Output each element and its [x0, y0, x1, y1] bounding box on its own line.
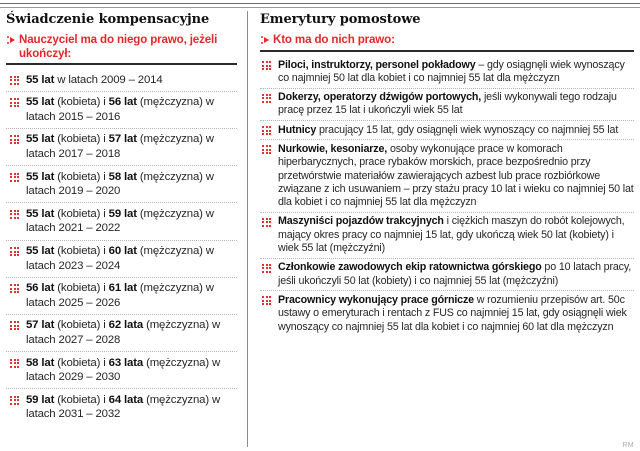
right-subheading	[260, 33, 634, 47]
red-dot-grid-bullet-icon	[262, 61, 271, 70]
list-item-lead: Pracownicy wykonujący prace górnicze	[278, 293, 474, 306]
list-item-lead: 55 lat	[26, 207, 55, 220]
list-item-text: Hutnicy pracujący 15 lat, gdy osiągnęli wiek wynoszący co najmniej 55 lat	[278, 123, 619, 136]
list-item	[260, 56, 634, 89]
list-item	[260, 291, 634, 336]
red-dot-grid-bullet-icon	[10, 321, 19, 330]
list-item-text: 55 lat w latach 2009 – 2014	[26, 73, 163, 86]
right-heading-rule	[260, 50, 634, 52]
red-dot-grid-bullet-icon	[262, 296, 271, 305]
red-dot-grid-bullet-icon	[10, 247, 19, 256]
list-item-lead-secondary: 64 lata	[108, 393, 144, 406]
list-item	[6, 315, 237, 352]
list-item-text: Nurkowie, kesoniarze, osoby wykonujące prace w komorach hiperbarycznych, prace rybaków morskich, prace bezpośrednio przy przetwórstwie materiałów zawierających azbest lub prace rozbiórkowe związane z ich usuwaniem – przy stażu pracy 10 lat i wieku co najmniej 50 lat dla kobiet i co najmniej 55 lat dla mężczyzn	[278, 142, 634, 209]
list-item	[6, 352, 237, 389]
list-item	[6, 69, 237, 92]
red-dot-grid-bullet-icon	[10, 98, 19, 107]
list-item	[260, 140, 634, 212]
left-subheading	[6, 33, 237, 60]
list-item	[6, 166, 237, 203]
red-dot-grid-bullet-icon	[262, 126, 271, 135]
list-item-lead: Hutnicy	[278, 123, 317, 136]
list-item-text: 59 lat (kobieta) i 64 lata (mężczyzna) w latach 2031 – 2032	[26, 393, 221, 421]
two-column-layout	[0, 9, 640, 451]
list-item-lead: Członkowie zawodowych ekip ratownictwa górskiego	[278, 261, 542, 274]
list-item-text: Pracownicy wykonujący prace górnicze w rozumieniu przepisów art. 50c ustawy o emeryturach i rentach z FUS co najmniej 15 lat, gdy osiągnęli wiek wynoszący co najmniej 55 lat dla kobiet i co najmniej 60 lat dla mężczyzn	[278, 293, 627, 333]
list-item-text: Dokerzy, operatorzy dźwigów portowych, jeśli wykonywali tego rodzaju pracę przez 15 lat i ukończyli wiek 55 lat	[278, 91, 617, 117]
top-double-rule	[0, 3, 640, 8]
list-item-lead-secondary: 57 lat	[108, 133, 137, 146]
list-item-lead: 58 lat	[26, 356, 55, 369]
list-item	[260, 89, 634, 122]
list-item-lead: 55 lat	[26, 96, 55, 109]
left-subheading-text: Nauczyciel ma do niego prawo, jeżeli ukończył:	[19, 33, 218, 60]
list-item-lead: Nurkowie, kesoniarze,	[278, 142, 388, 155]
left-heading-rule	[6, 63, 237, 65]
list-item-text: 58 lat (kobieta) i 63 lata (mężczyzna) w latach 2029 – 2030	[26, 356, 221, 384]
left-eligibility-list	[6, 69, 237, 425]
list-item	[6, 203, 237, 240]
list-item-lead: Maszyniści pojazdów trakcyjnych	[278, 215, 444, 228]
list-item-text: Maszyniści pojazdów trakcyjnych i ciężkich maszyn do robót kolejowych, mający okres pracy co najmniej 15 lat, gdy ukończą wiek 50 lat (kobiety) i wiek 55 lat (mężczyźni)	[278, 215, 625, 255]
list-item	[6, 278, 237, 315]
list-item-lead-secondary: 58 lat	[108, 170, 137, 183]
list-item-lead: 55 lat	[26, 170, 55, 183]
right-eligibility-list	[260, 56, 634, 336]
red-arrow-dots-icon	[260, 34, 273, 47]
list-item-text: Piloci, instruktorzy, personel pokładowy – gdy osiągnęli wiek wynoszący co najmniej 50 lat dla kobiet i co najmniej 55 lat dla mężczyzn	[278, 58, 625, 84]
red-dot-grid-bullet-icon	[10, 135, 19, 144]
red-dot-grid-bullet-icon	[10, 284, 19, 293]
red-dot-grid-bullet-icon	[262, 218, 271, 227]
list-item-lead-secondary: 61 lat	[108, 282, 137, 295]
list-item	[6, 241, 237, 278]
list-item-text: 55 lat (kobieta) i 59 lat (mężczyzna) w latach 2021 – 2022	[26, 207, 214, 235]
list-item-text: 55 lat (kobieta) i 58 lat (mężczyzna) w latach 2019 – 2020	[26, 170, 214, 198]
list-item-lead: 55 lat	[26, 245, 55, 258]
list-item-lead: 55 lat	[26, 73, 55, 86]
list-item-lead-secondary: 56 lat	[108, 96, 137, 109]
list-item	[260, 259, 634, 292]
list-item	[6, 389, 237, 425]
list-item-lead-secondary: 63 lata	[108, 356, 144, 369]
red-dot-grid-bullet-icon	[10, 210, 19, 219]
red-dot-grid-bullet-icon	[262, 94, 271, 103]
list-item-lead: 56 lat	[26, 282, 55, 295]
left-column	[0, 9, 247, 451]
credit-signature: RM	[622, 442, 634, 449]
right-column	[248, 9, 640, 451]
list-item-lead-secondary: 62 lata	[108, 319, 144, 332]
list-item	[260, 121, 634, 140]
list-item-text: 56 lat (kobieta) i 61 lat (mężczyzna) w latach 2025 – 2026	[26, 282, 214, 309]
list-item-text: Członkowie zawodowych ekip ratownictwa górskiego po 10 latach pracy, jeśli ukończyli 50 lat (kobiety) i co najmniej 55 lat (mężczyźni)	[278, 261, 632, 287]
list-item-text: 57 lat (kobieta) i 62 lata (mężczyzna) w latach 2027 – 2028	[26, 319, 221, 346]
list-item-lead: 55 lat	[26, 133, 55, 146]
list-item-lead: 57 lat	[26, 319, 55, 332]
list-item-lead-secondary: 59 lat	[108, 207, 137, 220]
red-dot-grid-bullet-icon	[10, 173, 19, 182]
list-item-lead: Piloci, instruktorzy, personel pokładowy	[278, 58, 476, 71]
list-item-text: 55 lat (kobieta) i 56 lat (mężczyzna) w latach 2015 – 2016	[26, 96, 214, 123]
list-item	[6, 92, 237, 129]
list-item	[6, 129, 237, 166]
list-item-text: 55 lat (kobieta) i 57 lat (mężczyzna) w latach 2017 – 2018	[26, 133, 214, 161]
list-item-text: 55 lat (kobieta) i 60 lat (mężczyzna) w latach 2023 – 2024	[26, 245, 214, 272]
red-dot-grid-bullet-icon	[10, 359, 19, 368]
right-subheading-text: Kto ma do nich prawo:	[273, 33, 395, 46]
red-arrow-dots-icon	[6, 34, 19, 47]
right-section-title: Emerytury pomostowe	[260, 12, 421, 27]
list-item-lead: 59 lat	[26, 393, 55, 406]
left-section-title: Świadczenie kompensacyjne	[6, 12, 210, 27]
red-dot-grid-bullet-icon	[10, 396, 19, 405]
list-item-lead-secondary: 60 lat	[108, 245, 137, 258]
list-item	[260, 213, 634, 259]
red-dot-grid-bullet-icon	[262, 264, 271, 273]
red-dot-grid-bullet-icon	[10, 76, 19, 85]
list-item-lead: Dokerzy, operatorzy dźwigów portowych,	[278, 91, 482, 104]
red-dot-grid-bullet-icon	[262, 145, 271, 154]
